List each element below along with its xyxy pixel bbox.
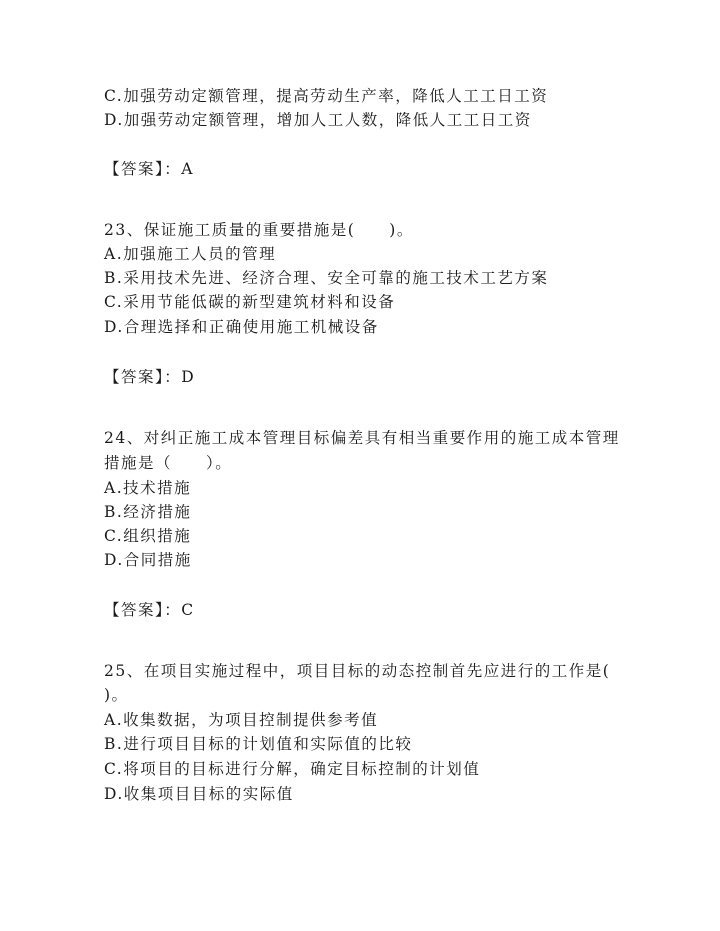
q24-option-c: C.组织措施 xyxy=(104,527,192,545)
q23-option-d: D.合理选择和正确使用施工机械设备 xyxy=(104,318,379,336)
q25-stem-line2: )。 xyxy=(104,686,129,704)
q25-stem-line1: 25、在项目实施过程中，项目目标的动态控制首先应进行的工作是( xyxy=(104,662,611,680)
q22-option-c: C.加强劳动定额管理，提高劳动生产率，降低人工工日工资 xyxy=(104,87,549,105)
q24-option-b: B.经济措施 xyxy=(104,503,192,521)
q23-option-a: A.加强施工人员的管理 xyxy=(104,245,277,263)
q24-option-a: A.技术措施 xyxy=(104,479,192,497)
q24-stem-line1: 24、对纠正施工成本管理目标偏差具有相当重要作用的施工成本管理 xyxy=(104,429,620,447)
q23-stem: 23、保证施工质量的重要措施是( )。 xyxy=(104,221,414,239)
q23-option-b: B.采用技术先进、经济合理、安全可靠的施工技术工艺方案 xyxy=(104,269,549,287)
q24-answer: 【答案】：C xyxy=(104,601,195,619)
q24-stem-line2: 措施是（ ）。 xyxy=(104,454,233,472)
q25-option-b: B.进行项目目标的计划值和实际值的比较 xyxy=(104,735,413,753)
q23-answer: 【答案】：D xyxy=(104,368,196,386)
q25-option-a: A.收集数据，为项目控制提供参考值 xyxy=(104,711,379,729)
q23-option-c: C.采用节能低碳的新型建筑材料和设备 xyxy=(104,293,396,311)
q25-option-c: C.将项目的目标进行分解，确定目标控制的计划值 xyxy=(104,760,481,778)
q24-option-d: D.合同措施 xyxy=(104,551,192,569)
q22-answer: 【答案】：A xyxy=(104,160,194,178)
q25-option-d: D.收集项目目标的实际值 xyxy=(104,785,294,803)
q22-option-d: D.加强劳动定额管理，增加人工人数，降低人工工日工资 xyxy=(104,111,532,129)
